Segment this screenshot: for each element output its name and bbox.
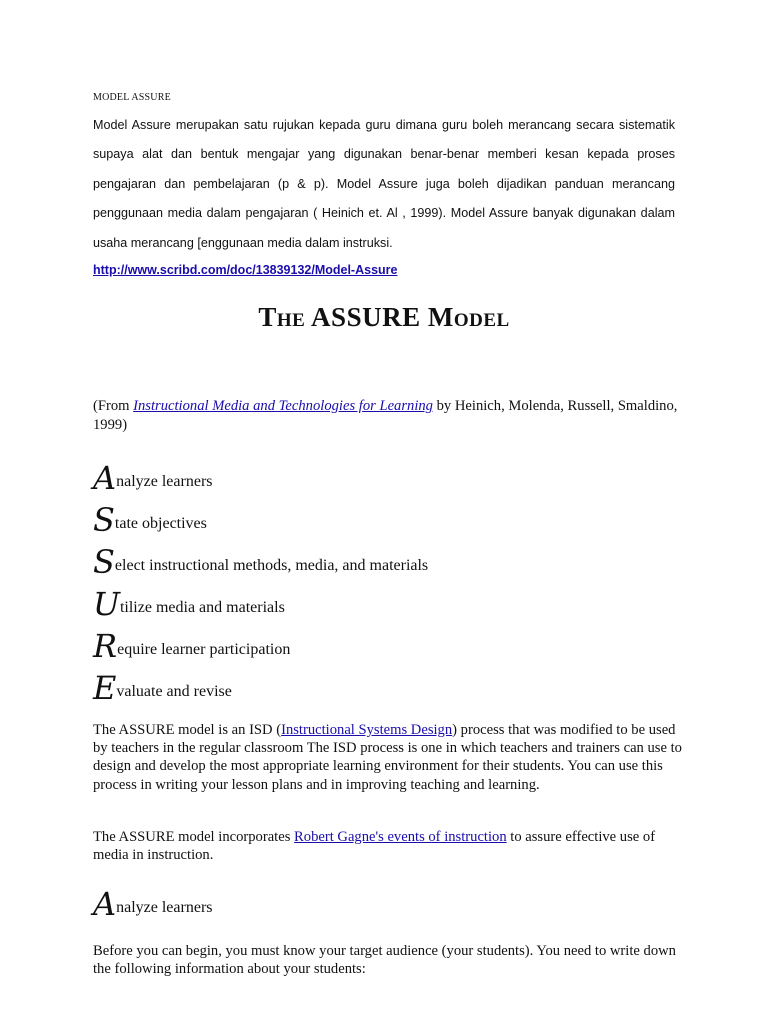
paragraph-text: The ASSURE model incorporates <box>93 829 295 845</box>
step-initial: A <box>93 459 117 497</box>
step-text: nalyze learners <box>116 473 213 490</box>
citation-prefix: (From <box>93 398 134 414</box>
gagne-paragraph <box>93 828 683 864</box>
citation <box>93 397 693 434</box>
book-link[interactable]: Instructional Media and Technologies for Learning <box>133 398 433 414</box>
heading-text: nalyze learners <box>116 899 213 916</box>
heading-initial: A <box>93 885 117 923</box>
isd-paragraph <box>93 721 683 794</box>
page-title: The ASSURE Model <box>258 302 510 332</box>
intro-line: usaha merancang [enggunaan media dalam instruksi. <box>93 235 393 250</box>
source-link[interactable]: http://www.scribd.com/doc/13839132/Model-Assure <box>93 263 398 277</box>
paragraph-text: The ASSURE model is an ISD ( <box>93 722 282 738</box>
paragraph-text: ) process that was modified to be used by teachers in the regular classroom The ISD process is one in which teachers and trainers can use to design and develop the most appropriate learning environment for their students. You can use this process in writing your lesson plans and in improving teaching and learning. <box>93 722 682 793</box>
step-state <box>93 501 428 546</box>
step-initial: S <box>93 501 115 539</box>
step-evaluate <box>93 669 428 714</box>
step-utilize <box>93 585 428 630</box>
step-initial: R <box>93 627 118 665</box>
step-text: tilize media and materials <box>119 599 285 616</box>
step-require <box>93 627 428 672</box>
intro-line: pengajaran dan pembelajaran (p & p). Model Assure juga boleh dijadikan panduan merancang <box>93 176 675 191</box>
intro-paragraph <box>93 111 675 258</box>
section-heading <box>93 885 213 923</box>
citation-suffix: by Heinich, Molenda, Russell, Smaldino, 1999) <box>93 398 678 433</box>
step-text: equire learner participation <box>117 641 291 658</box>
header-label: MODEL ASSURE <box>93 92 171 103</box>
paragraph-text: to assure effective use of media in instruction. <box>93 829 656 864</box>
step-select <box>93 543 429 588</box>
step-initial: S <box>93 543 115 581</box>
isd-link[interactable]: Instructional Systems Design <box>281 722 453 738</box>
intro-line: Model Assure merupakan satu rujukan kepada guru dimana guru boleh merancang secara sistematik <box>93 118 675 132</box>
step-text: tate objectives <box>114 515 207 532</box>
intro-line: supaya alat dan bentuk mengajar yang digunakan benar-benar memberi kesan kepada proses <box>93 147 675 162</box>
step-initial: U <box>93 585 120 623</box>
step-text: elect instructional methods, media, and materials <box>114 557 429 574</box>
assure-steps-list <box>93 459 429 714</box>
step-initial: E <box>93 669 117 707</box>
step-text: valuate and revise <box>116 683 232 700</box>
step-analyze <box>93 459 428 504</box>
gagne-link[interactable]: Robert Gagne's events of instruction <box>294 829 507 845</box>
analyze-paragraph: Before you can begin, you must know your target audience (your students). You need to write down the following information about your students: <box>93 943 676 978</box>
intro-line: penggunaan media dalam pengajaran ( Heinich et. Al , 1999). Model Assure banyak digunakan dalam <box>93 206 675 221</box>
